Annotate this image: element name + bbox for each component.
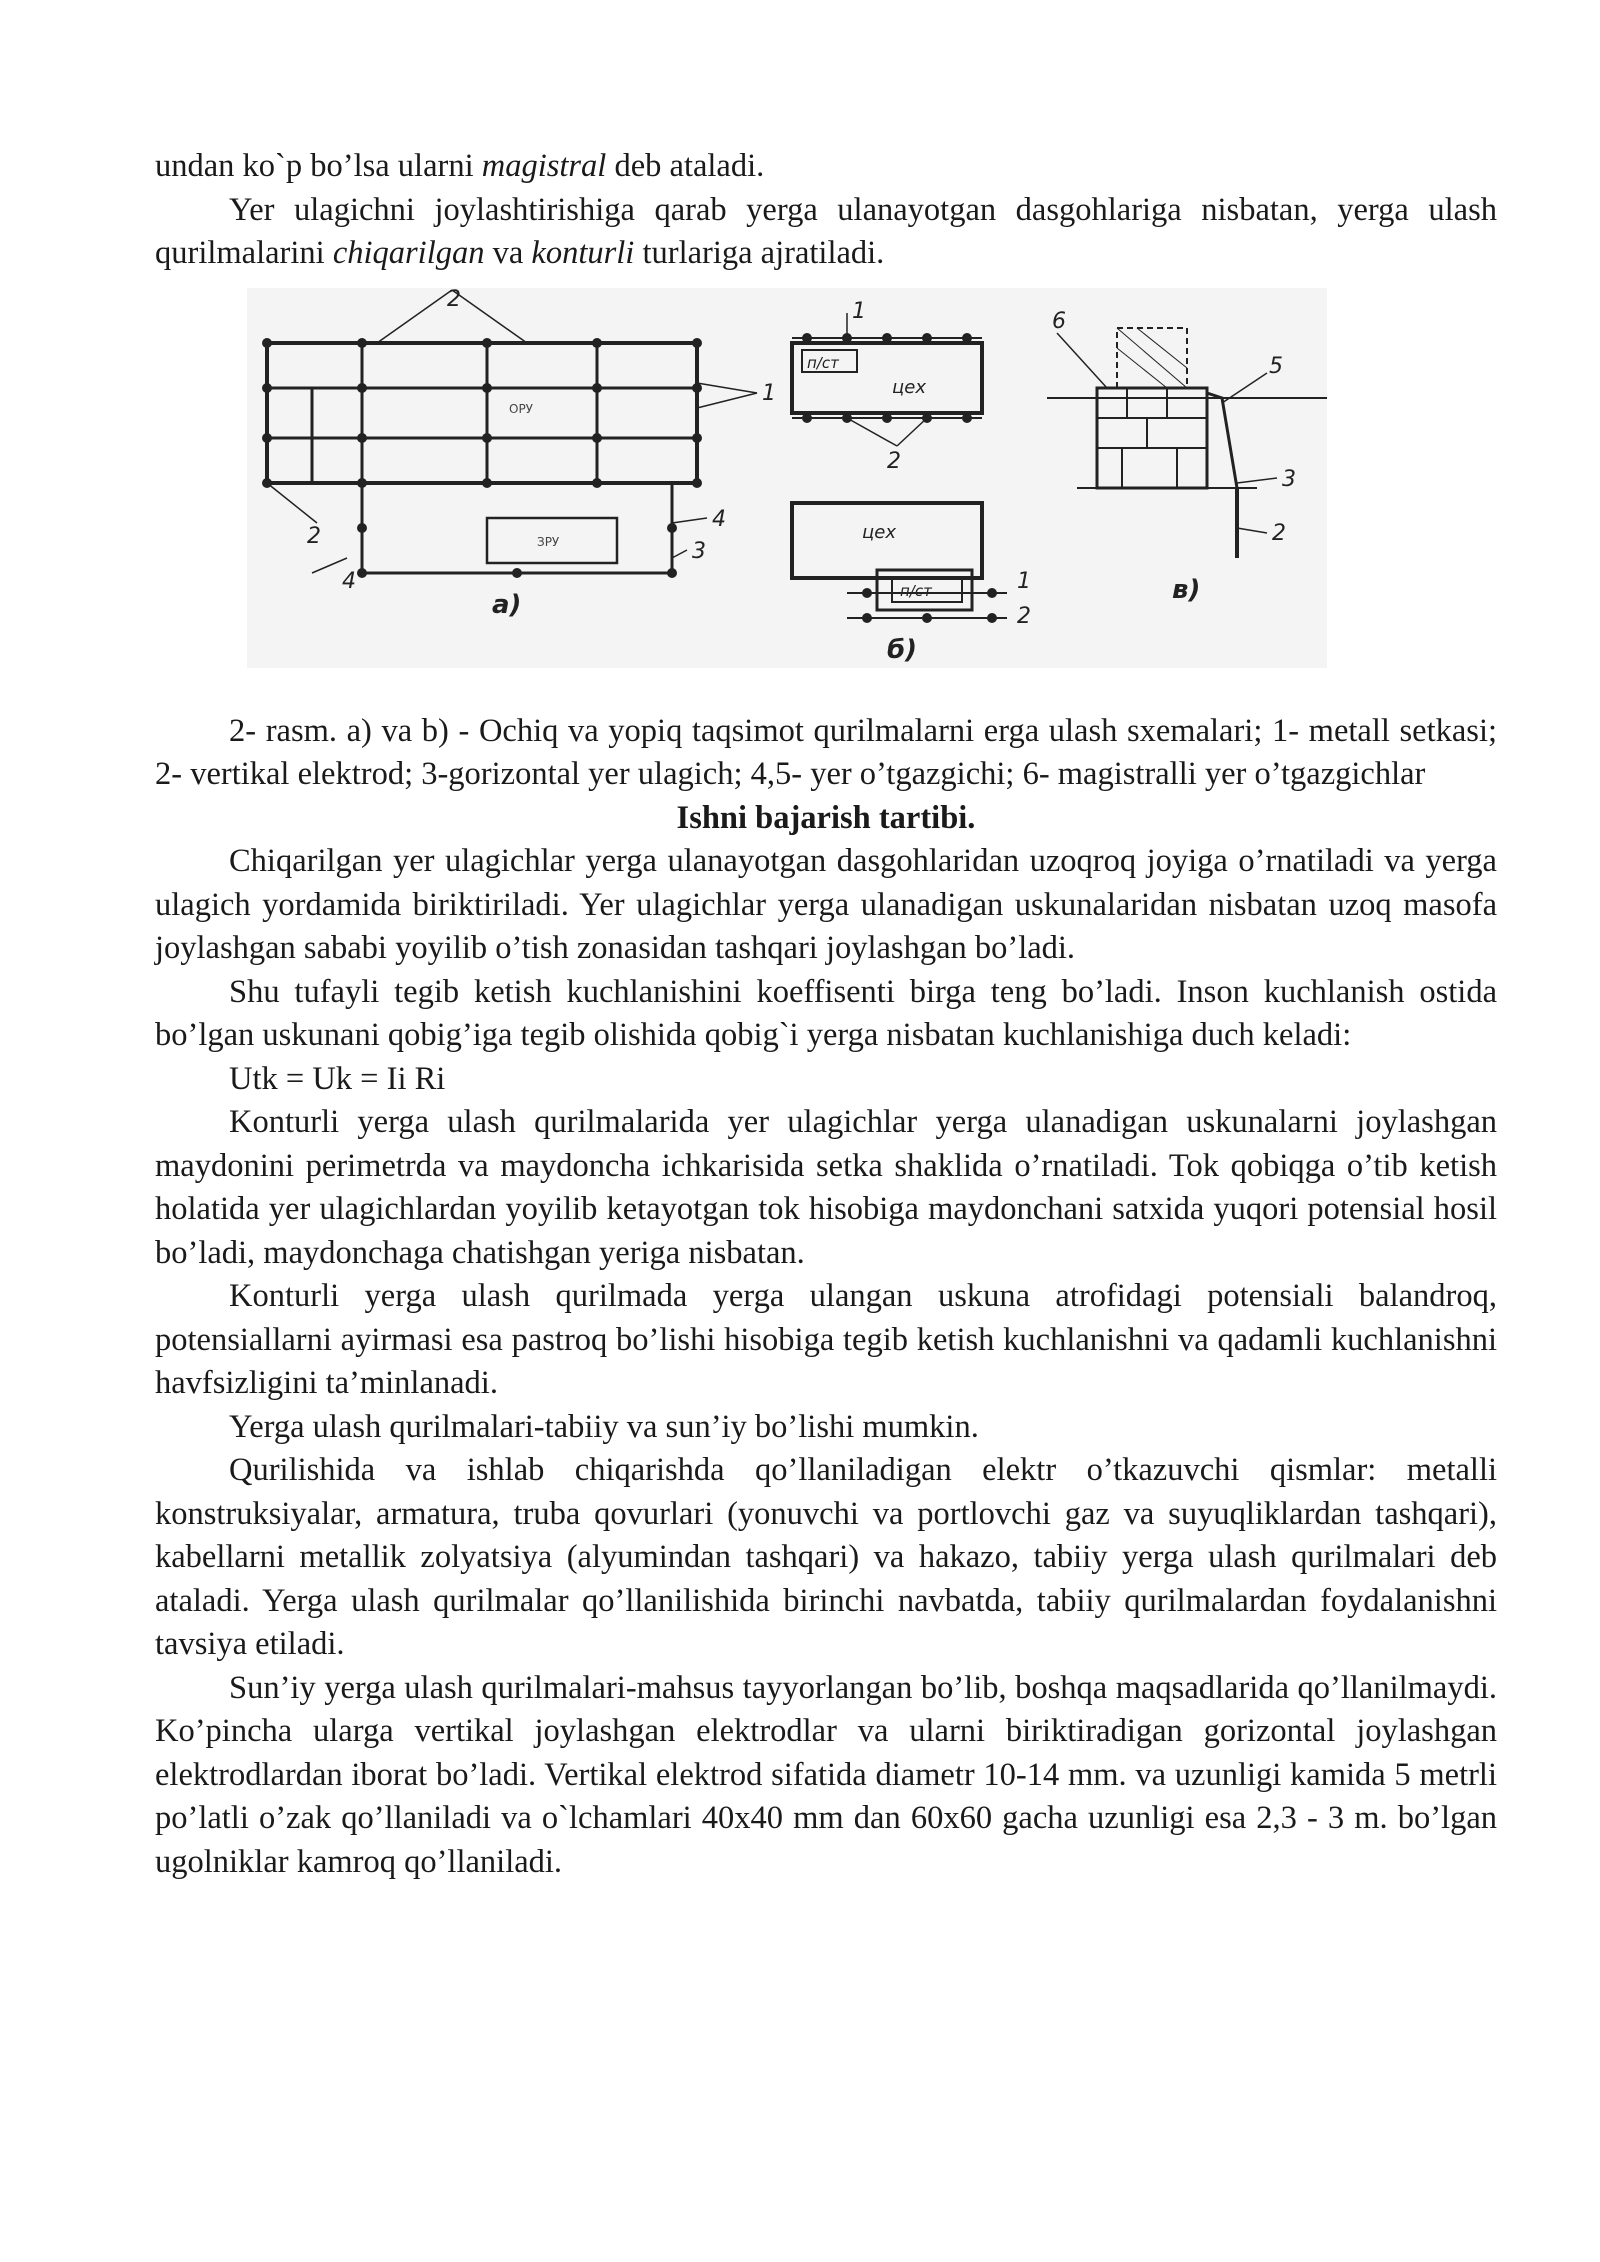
- paragraph-types: Yer ulagichni joylashtirishiga qarab yerga ulanayotgan dasgohlariga nisbatan, yerga ulash qurilmalarini chiqarilgan va konturli turlariga ajratiladi.: [155, 191, 1497, 271]
- svg-text:6: 6: [1052, 308, 1066, 334]
- svg-text:2: 2: [1017, 603, 1031, 629]
- svg-text:4: 4: [342, 568, 356, 594]
- svg-text:1: 1: [852, 298, 866, 324]
- svg-text:в): в): [1172, 574, 1201, 605]
- svg-text:а): а): [492, 589, 522, 620]
- paragraph-6: Qurilishida va ishlab chiqarishda qo’llaniladigan elektr o’tkazuvchi qismlar: metalli konstruksiyalar, armatura, truba qovurlari (yonuvchi va portlovchi gaz va suyuqliklardan tashqari), kabellarni metallik zolyatsiya (alyumindan tashqari) va hakazo, tabiiy yerga ulash qurilmalari deb ataladi. Yerga ulash qurilmalar qo’llanilishida birinchi navbatda, tabiiy qurilmalardan foydalanishni tavsiya etiladi.: [155, 1452, 1497, 1662]
- svg-text:цех: цех: [892, 376, 926, 398]
- document-page: [155, 145, 1497, 1884]
- svg-text:1: 1: [762, 380, 776, 406]
- svg-text:1: 1: [1017, 568, 1031, 594]
- paragraph-2: Shu tufayli tegib ketish kuchlanishini koeffisenti birga teng bo’ladi. Inson kuchlanish ostida bo’lgan uskunani qobig’iga tegib olishida qobig`i yerga nisbatan kuchlanishiga duch keladi:: [155, 973, 1497, 1053]
- svg-text:ЗРУ: ЗРУ: [537, 534, 560, 549]
- paragraph-intro: undan ko`p bo’lsa ularni magistral deb ataladi.: [155, 148, 765, 184]
- paragraph-3: Konturli yerga ulash qurilmalarida yer ulagichlar yerga ulanadigan uskunalarni joylashgan maydonini perimetrda va maydoncha ichkarisida setka shaklida o’rnatiladi. Tok qobiqga o’tib ketish holatida yer ulagichlardan yoyilib ketayotgan tok hisobiga maydonchani satxida yuqori potensial hosil bo’ladi, maydonchaga chatishgan yeriga nisbatan.: [155, 1104, 1497, 1271]
- svg-text:п/ст: п/ст: [807, 353, 839, 372]
- paragraph-7: Sun’iy yerga ulash qurilmalari-mahsus tayyorlangan bo’lib, boshqa maqsadlarida qo’llanilmaydi. Ko’pincha ularga vertikal joylashgan elektrodlar va ularni biriktiradigan gorizontal joylashgan elektrodlardan iborat bo’ladi. Vertikal elektrod sifatida diametr 10-14 mm. va uzunligi kamida 5 metrli po’latli o’zak qo’llaniladi va o`lchamlari 40x40 mm dan 60x60 gacha uzunligi esa 2,3 - 3 m. bo’lgan ugolniklar kamroq qo’llaniladi.: [155, 1669, 1497, 1880]
- paragraph-5: Yerga ulash qurilmalari-tabiiy va sun’iy bo’lishi mumkin.: [229, 1408, 979, 1445]
- grounding-schemes-drawing: [247, 288, 1327, 668]
- svg-text:2: 2: [887, 448, 901, 474]
- svg-text:4: 4: [712, 506, 726, 532]
- svg-text:5: 5: [1269, 353, 1283, 379]
- svg-text:п/ст: п/ст: [900, 581, 932, 600]
- svg-text:3: 3: [692, 538, 706, 564]
- formula-line: Utk = Uk = Ii Ri: [229, 1060, 446, 1097]
- svg-text:ОРУ: ОРУ: [509, 401, 533, 416]
- svg-text:2: 2: [1272, 520, 1286, 546]
- svg-text:2: 2: [307, 523, 321, 549]
- svg-text:цех: цех: [862, 521, 896, 543]
- svg-text:б): б): [887, 634, 918, 665]
- figure-caption: 2- rasm. a) va b) - Ochiq va yopiq taqsimot qurilmalarni erga ulash sxemalari; 1- metall setkasi; 2- vertikal elektrod; 3-gorizontal yer ulagich; 4,5- yer o’tgazgichi; 6- magistralli yer o’tgazgichlar: [155, 712, 1497, 792]
- paragraph-1: Chiqarilgan yer ulagichlar yerga ulanayotgan dasgohlaridan uzoqroq joyiga o’rnatiladi va yerga ulagich yordamida biriktiriladi. Yer ulagichlar yerga ulanadigan uskunalaridan nisbatan uzoq masofa joylashgan sababi yoyilib o’tish zonasidan tashqari joylashgan bo’ladi.: [155, 843, 1497, 966]
- svg-text:3: 3: [1282, 466, 1296, 492]
- paragraph-4: Konturli yerga ulash qurilmada yerga ulangan uskuna atrofidagi potensiali balandroq, potensiallarni ayirmasi esa pastroq bo’lishi hisobiga tegib ketish kuchlanishni va qadamli kuchlanishni havfsizligini ta’minlanadi.: [155, 1278, 1497, 1401]
- grounding-schemes-figure: [155, 276, 1497, 696]
- svg-text:2: 2: [447, 287, 461, 312]
- section-heading: Ishni bajarish tartibi.: [676, 799, 976, 836]
